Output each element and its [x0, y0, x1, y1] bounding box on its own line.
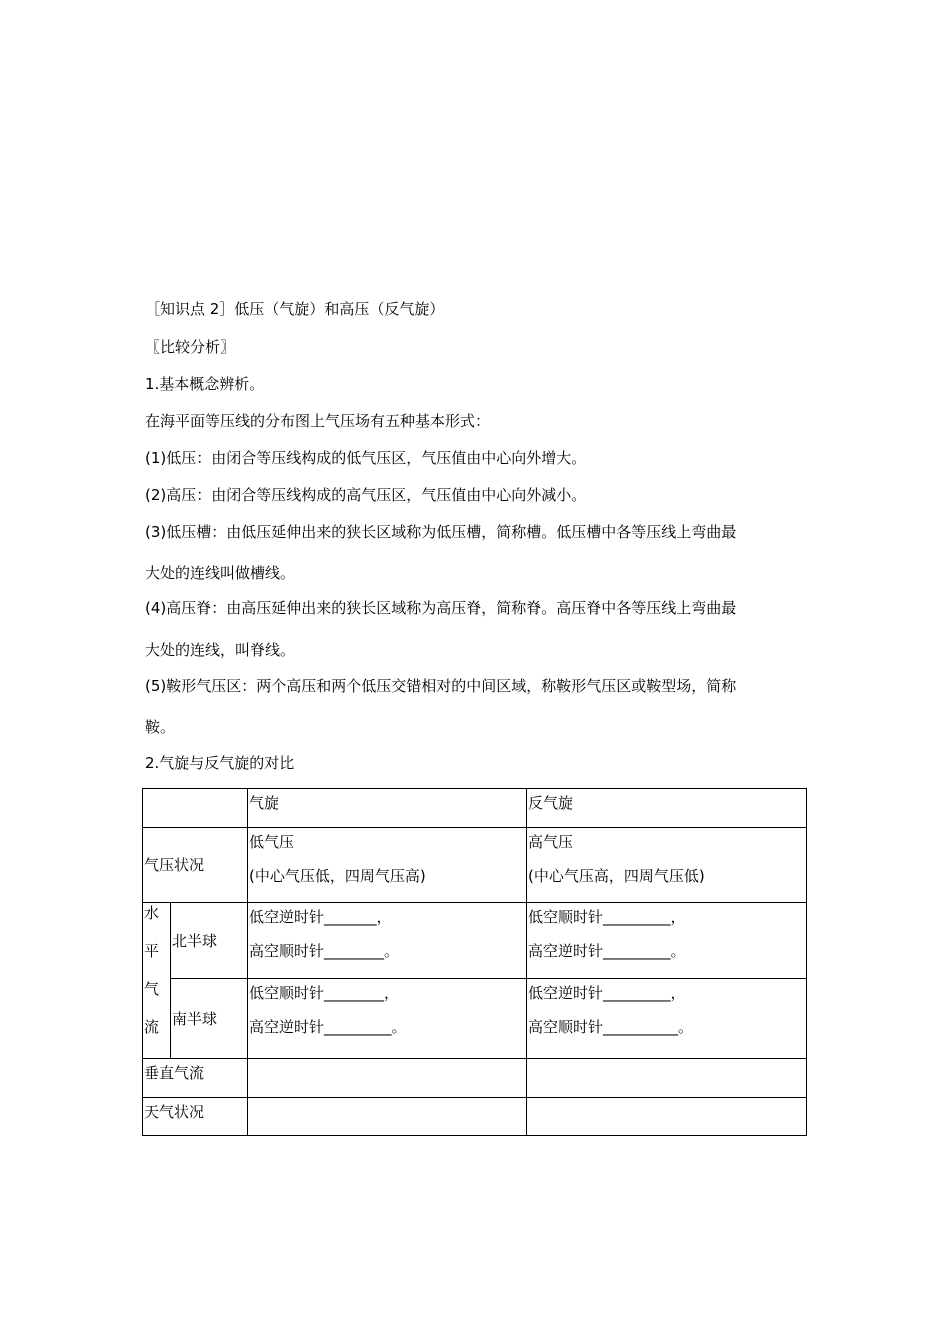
section-1-title: 1.基本概念辨析。	[145, 375, 265, 393]
south-cyclone-cell: 低空顺时针________， 高空逆时针_________。	[248, 979, 527, 1059]
item-ridge-line1: (4)高压脊：由高压延伸出来的狭长区域称为高压脊，简称脊。高压脊中各等压线上弯曲最	[145, 599, 737, 617]
knowledge-point-heading: ［知识点 2］低压（气旋）和高压（反气旋）	[145, 300, 445, 318]
row-label-horizontal-airflow: 水 平 气 流	[143, 903, 171, 1059]
header-anticyclone: 反气旋	[527, 789, 807, 828]
table-row-pressure	[143, 828, 807, 903]
table-row-north-hemisphere	[143, 903, 807, 979]
item-ridge-line2: 大处的连线，叫脊线。	[145, 641, 296, 659]
item-saddle-line2: 鞍。	[145, 718, 176, 736]
vertical-anticyclone-cell	[527, 1059, 807, 1098]
vertical-cyclone-cell	[248, 1059, 527, 1098]
item-saddle-line1: (5)鞍形气压区：两个高压和两个低压交错相对的中间区域，称鞍形气压区或鞍型场，简称	[145, 677, 737, 695]
item-trough-line1: (3)低压槽：由低压延伸出来的狭长区域称为低压槽，简称槽。低压槽中各等压线上弯曲最	[145, 523, 737, 541]
row-label-north: 北半球	[171, 903, 248, 979]
table-row-south-hemisphere	[143, 979, 807, 1059]
cyclone-pressure-cell: 低气压 (中心气压低，四周气压高)	[248, 828, 527, 903]
section-2-title: 2.气旋与反气旋的对比	[145, 754, 295, 772]
north-cyclone-cell: 低空逆时针_______， 高空顺时针________。	[248, 903, 527, 979]
weather-cyclone-cell	[248, 1098, 527, 1136]
header-cyclone: 气旋	[248, 789, 527, 828]
table-row-vertical-airflow	[143, 1059, 807, 1098]
row-label-south: 南半球	[171, 979, 248, 1059]
weather-anticyclone-cell	[527, 1098, 807, 1136]
row-label-pressure: 气压状况	[143, 828, 248, 903]
comparison-table	[142, 788, 807, 1136]
table-row-weather	[143, 1098, 807, 1136]
item-low-pressure: (1)低压：由闭合等压线构成的低气压区，气压值由中心向外增大。	[145, 449, 587, 467]
comparison-subheading: 〖比较分析〗	[145, 338, 236, 356]
north-anticyclone-cell: 低空顺时针_________， 高空逆时针_________。	[527, 903, 807, 979]
item-trough-line2: 大处的连线叫做槽线。	[145, 564, 296, 582]
table-header-row	[143, 789, 807, 828]
anticyclone-pressure-cell: 高气压 (中心气压高，四周气压低)	[527, 828, 807, 903]
intro-text: 在海平面等压线的分布图上气压场有五种基本形式：	[145, 412, 491, 430]
row-label-weather: 天气状况	[143, 1098, 248, 1136]
empty-corner-cell	[143, 789, 248, 828]
south-anticyclone-cell: 低空逆时针_________， 高空顺时针__________。	[527, 979, 807, 1059]
row-label-vertical: 垂直气流	[143, 1059, 248, 1098]
item-high-pressure: (2)高压：由闭合等压线构成的高气压区，气压值由中心向外减小。	[145, 486, 587, 504]
